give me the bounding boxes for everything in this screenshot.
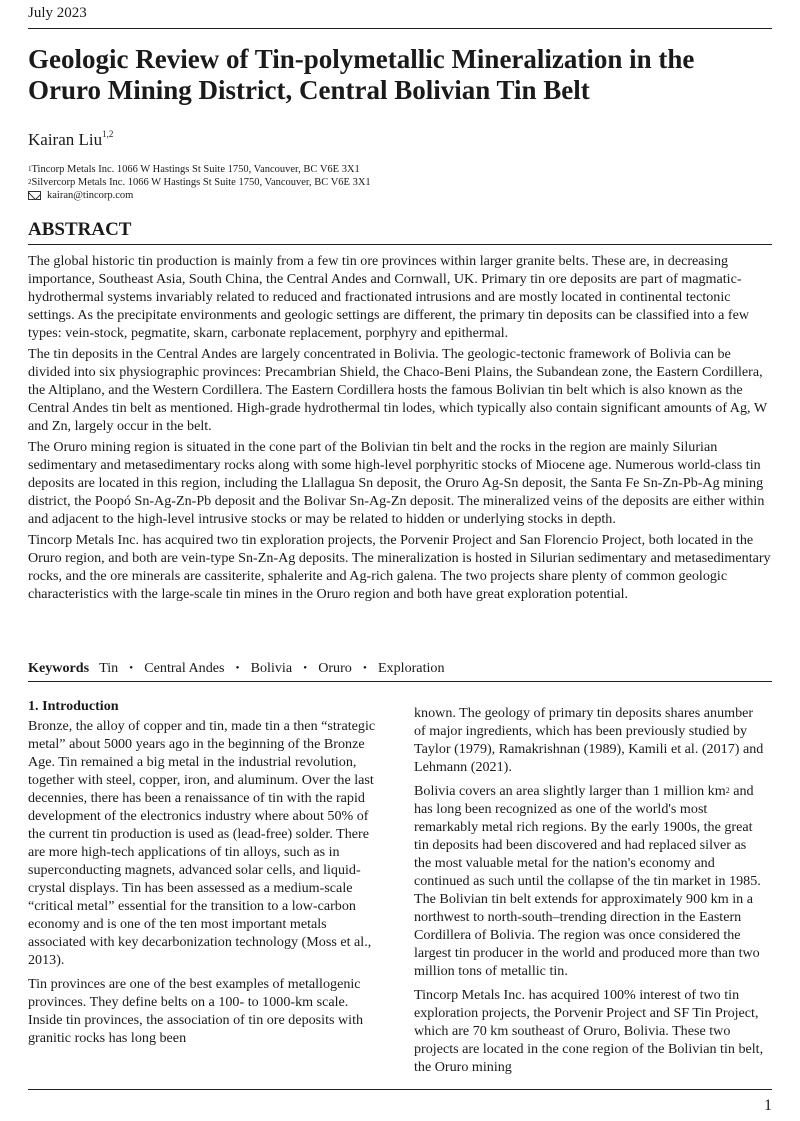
email-address[interactable]: kairan@tincorp.com: [47, 190, 134, 201]
keyword-separator: ・: [298, 661, 313, 677]
superscript: 2: [725, 786, 730, 795]
affiliation-1-text: Tincorp Metals Inc. 1066 W Hastings St Suite 1750, Vancouver, BC V6E 3X1: [31, 164, 360, 175]
abstract-paragraph: The Oruro mining region is situated in the cone part of the Bolivian tin belt and the rocks in the region are mainly Silurian sedimentary and metasedimentary rocks along with some high-level porphyritic stocks of Miocene age. Numerous world-class tin deposits are located in this region, including the Llallagua Sn deposit, the Oruro Ag-Sn deposit, the Santa Fe Sn-Zn-Pb-Ag mining district, the Poopó Sn-Ag-Zn-Pb deposit and the Bolivar Sn-Ag-Zn deposit. The mineralized veins of the deposits are either within and adjacent to the high-level intrusive stocks or may be related to hidden or underlying stocks in depth.: [28, 439, 765, 527]
affiliation-2-text: Silvercorp Metals Inc. 1066 W Hastings St Suite 1750, Vancouver, BC V6E 3X1: [31, 177, 371, 188]
abstract-body: [28, 252, 772, 606]
keywords-label: Keywords: [28, 659, 90, 676]
keywords-rule: [28, 681, 772, 682]
affiliation-1-number: 1: [28, 165, 32, 173]
keyword: Tin: [99, 659, 119, 676]
keyword-separator: ・: [230, 661, 245, 677]
abstract-heading: ABSTRACT: [28, 219, 132, 240]
page-number: 1: [764, 1097, 772, 1114]
keyword: Exploration: [377, 659, 445, 676]
body-text: Bolivia covers an area slightly larger than 1 million km: [414, 783, 726, 799]
author-line: [28, 130, 113, 150]
abstract-paragraph: Tincorp Metals Inc. has acquired two tin exploration projects, the Porvenir Project and San Florencio Project, both located in the Oruro region, and both are vein-type Sn-Zn-Ag deposits. The mineralization is hosted in Silurian sedimentary and metasedimentary rocks, and the ore minerals are cassiterite, sphalerite and Ag-rich galena. The two projects share plenty of common geologic characteristics with the large-scale tin mines in the Oruro region and both have great exploration potential.: [28, 532, 771, 602]
keyword-separator: ・: [124, 661, 139, 677]
header-rule: [28, 28, 772, 29]
paper-title: Geologic Review of Tin-polymetallic Mineralization in the Oruro Mining District, Central Bolivian Tin Belt: [28, 44, 695, 105]
author-affiliation-marks: 1,2: [102, 129, 114, 139]
footer-rule: [28, 1089, 772, 1090]
keywords-line: [28, 658, 445, 678]
body-column-right: [414, 704, 764, 1082]
abstract-paragraph: The tin deposits in the Central Andes are largely concentrated in Bolivia. The geologic-tectonic framework of Bolivia can be divided into six physiographic provinces: Precambrian Shield, the Chaco-Beni Plains, the Subandean zone, the Eastern Cordillera, the Altiplano, and the Western Cordillera. The Eastern Cordillera hosts the famous Bolivian tin belt which is also known as the Central Andes tin belt as mentioned. High-grade hydrothermal tin lodes, which typically also contain significant amounts of Ag, W and Zn, largely occur in the belt.: [28, 346, 767, 434]
section-heading: 1. Introduction: [28, 698, 119, 714]
body-paragraph: known. The geology of primary tin deposits shares anumber of major ingredients, which has been previously studied by Taylor (1979), Ramakrishnan (1989), Kamili et al. (2017) and Lehmann (2021).: [414, 705, 764, 775]
keyword: Central Andes: [144, 659, 225, 676]
body-column-left: [28, 697, 378, 1053]
keyword-separator: ・: [357, 661, 372, 677]
body-paragraph: Bronze, the alloy of copper and tin, made tin a then “strategic metal” about 5000 years ago in the beginning of the Bronze Age. Tin remained a big metal in the industrial revolution, together with steel, copper, iron, and aluminum. Over the last decennies, there has been a renaissance of tin with the rapid development of the electronics industry where about 50% of the current tin production is used as (lead-free) solder. There are more high-tech applications of tin alloys, such as in superconducting magnets, advanced solar cells, and liquid-crystal displays. Tin has been assessed as a medium-scale “critical metal” essential for the transition to a low-carbon economy and is one of the ten most important metals associated with key decarbonization technology (Moss et al., 2013).: [28, 718, 376, 968]
keyword: Bolivia: [250, 659, 293, 676]
header-date: July 2023: [28, 5, 87, 21]
body-paragraph: [414, 782, 764, 980]
affiliation-2-number: 2: [28, 178, 32, 186]
keyword: Oruro: [318, 659, 352, 676]
abstract-paragraph: The global historic tin production is mainly from a few tin ore provinces within larger granite belts. These are, in decreasing importance, Southeast Asia, South China, the Central Andes and Cornwall, UK. Primary tin ore deposits are part of magmatic-hydrothermal systems invariably related to reduced and fractionated intrusions and are mostly located in continental tectonic settings. As the precipitate environments and geologic settings are different, the primary tin deposits can be classified into a few types: vein-stock, pegmatite, skarn, carbonate replacement, porphyry and epithermal.: [28, 253, 750, 341]
body-paragraph: Tincorp Metals Inc. has acquired 100% interest of two tin exploration projects, the Porvenir Project and SF Tin Project, which are 70 km southeast of Oruro, Bolivia. These two projects are located in the cone region of the Bolivian tin belt, the Oruro mining: [414, 987, 764, 1075]
abstract-rule: [28, 244, 772, 245]
body-text: and has long been recognized as one of the world's most remarkably metal rich regions. By the early 1900s, the great tin deposits had been discovered and had replaced silver as the most valuable metal for the nation's economy and continued as such until the collapse of the tin market in 1985. The Bolivian tin belt extends for approximately 900 km in a northwest to north-south–trending direction in the Eastern Cordillera of Bolivia. The region was once considered the largest tin producer in the world and produced more than two million tons of metallic tin.: [414, 783, 761, 979]
email-line: [28, 190, 133, 201]
body-paragraph: Tin provinces are one of the best examples of metallogenic provinces. They define belts on a 100- to 1000-km scale. Inside tin provinces, the association of tin ore deposits with granitic rocks has long been: [28, 976, 364, 1046]
author-name: Kairan Liu: [28, 130, 103, 149]
envelope-icon: [28, 191, 41, 200]
affiliation-2: [28, 176, 371, 189]
affiliation-1: [28, 163, 360, 176]
